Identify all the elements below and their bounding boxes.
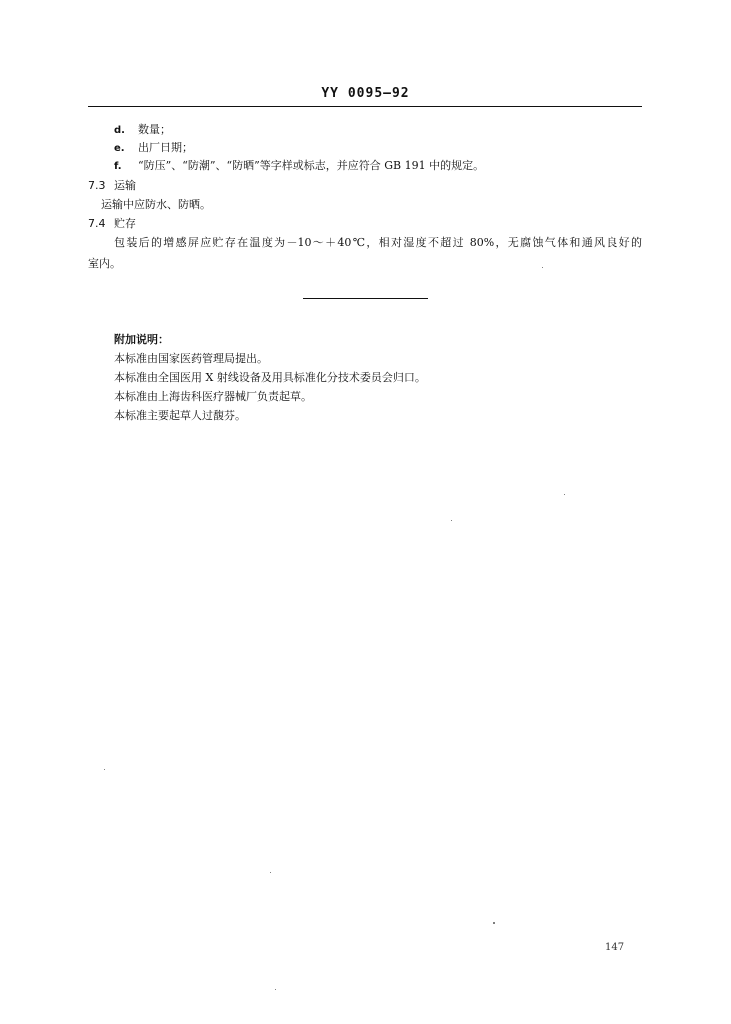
scan-speck bbox=[275, 989, 276, 990]
section-title: 贮存 bbox=[114, 217, 136, 230]
appendix-line: 本标准主要起草人过馥芬。 bbox=[114, 409, 246, 422]
section-7-4-heading bbox=[88, 217, 136, 231]
section-7-4-body-line-2: 室内。 bbox=[88, 257, 121, 270]
list-item-label: e. bbox=[114, 143, 125, 154]
list-item-f bbox=[114, 159, 484, 174]
list-item-d bbox=[114, 123, 171, 138]
header-rule bbox=[88, 106, 642, 107]
scan-speck bbox=[542, 267, 543, 268]
appendix-line: 本标准由国家医药管理局提出。 bbox=[114, 352, 268, 365]
section-7-3-heading bbox=[88, 179, 136, 193]
page-number: 147 bbox=[605, 942, 625, 953]
list-item-label: f. bbox=[114, 161, 122, 172]
end-divider bbox=[303, 298, 428, 299]
appendix-line: 本标准由上海齿科医疗器械厂负责起草。 bbox=[114, 390, 312, 403]
section-7-3-body: 运输中应防水、防晒。 bbox=[101, 198, 211, 211]
list-item-text: 出厂日期； bbox=[138, 141, 193, 154]
scan-speck bbox=[104, 769, 105, 770]
appendix-title: 附加说明： bbox=[114, 333, 169, 346]
section-7-4-body-line-1: 包装后的增感屏应贮存在温度为－10～＋40℃，相对湿度不超过 80%，无腐蚀气体和通风良好的 bbox=[114, 236, 642, 249]
scan-speck bbox=[493, 922, 495, 924]
scan-speck bbox=[451, 520, 452, 521]
list-item-e bbox=[114, 141, 193, 156]
list-item-text: 数量； bbox=[138, 123, 171, 136]
section-number: 7.3 bbox=[88, 179, 106, 192]
scan-speck bbox=[564, 494, 565, 495]
section-number: 7.4 bbox=[88, 217, 106, 230]
list-item-text: “防压”、“防潮”、“防晒”等字样或标志，并应符合 GB 191 中的规定。 bbox=[138, 159, 485, 172]
standard-code-header: YY 0095—92 bbox=[321, 86, 410, 101]
scan-speck bbox=[270, 872, 271, 873]
list-item-label: d. bbox=[114, 125, 125, 136]
section-title: 运输 bbox=[114, 179, 136, 192]
appendix-line: 本标准由全国医用 X 射线设备及用具标准化分技术委员会归口。 bbox=[114, 371, 426, 384]
